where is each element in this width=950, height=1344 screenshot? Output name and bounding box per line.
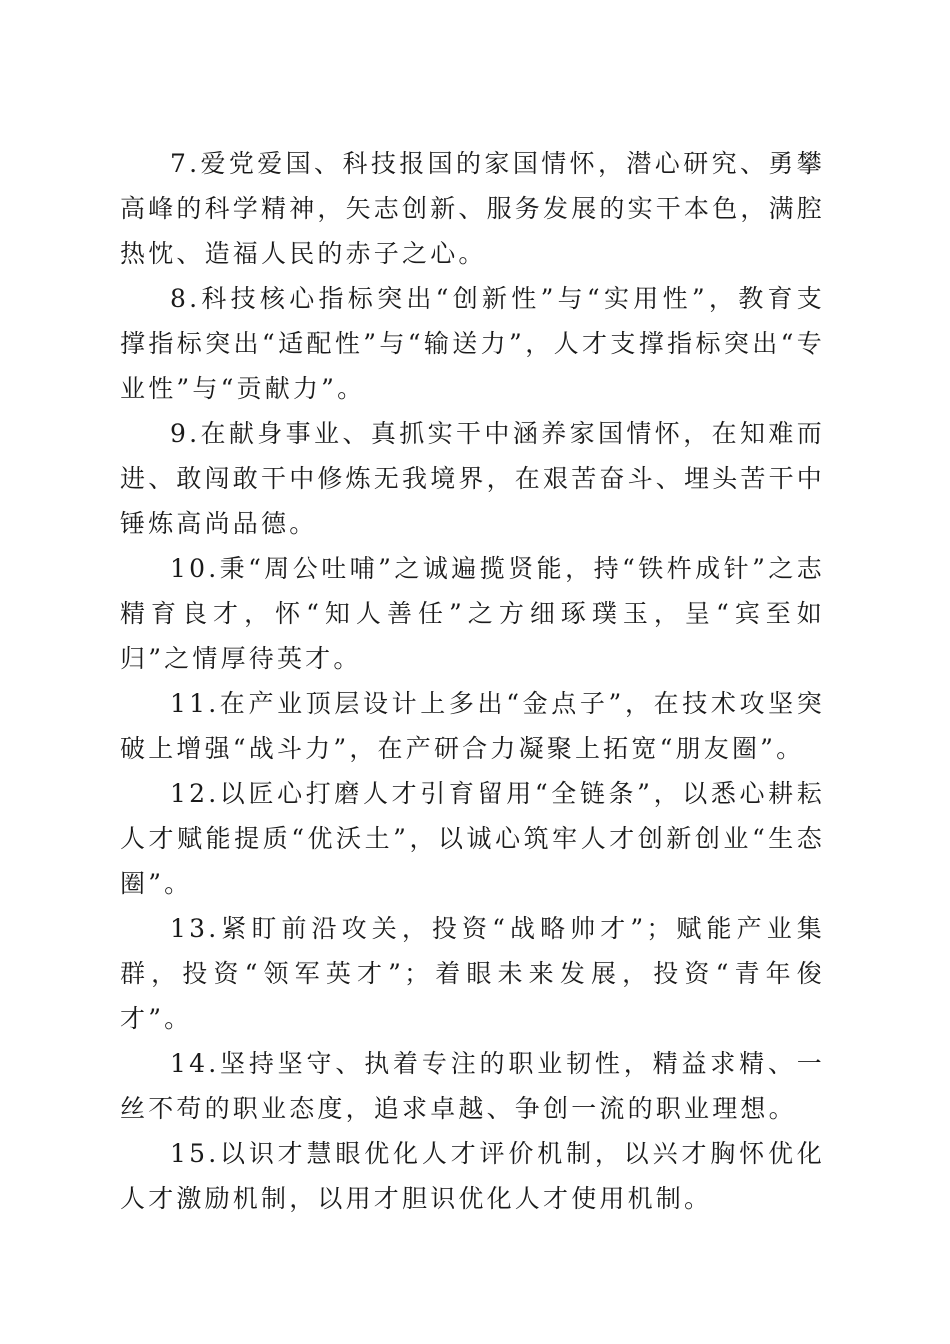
paragraph-14: 14.坚持坚守、执着专注的职业韧性，精益求精、一丝不苟的职业态度，追求卓越、争创一流的职业理想。 [120, 1049, 825, 1123]
paragraph-12: 12.以匠心打磨人才引育留用“全链条”，以悉心耕耘人才赋能提质“优沃土”，以诚心筑牢人才创新创业“生态圈”。 [120, 779, 825, 898]
paragraph-10: 10.秉“周公吐哺”之诚遍揽贤能，持“铁杵成针”之志精育良才，怀“知人善任”之方细琢璞玉，呈“宾至如归”之情厚待英才。 [120, 554, 825, 673]
paragraph-15: 15.以识才慧眼优化人才评价机制，以兴才胸怀优化人才激励机制，以用才胆识优化人才使用机制。 [120, 1139, 825, 1213]
paragraph-7: 7.爱党爱国、科技报国的家国情怀，潜心研究、勇攀高峰的科学精神，矢志创新、服务发展的实干本色，满腔热忱、造福人民的赤子之心。 [120, 149, 826, 268]
paragraph-8: 8.科技核心指标突出“创新性”与“实用性”，教育支撑指标突出“适配性”与“输送力”，人才支撑指标突出“专业性”与“贡献力”。 [120, 284, 825, 403]
paragraph-9: 9.在献身事业、真抓实干中涵养家国情怀，在知难而进、敢闯敢干中修炼无我境界，在艰苦奋斗、埋头苦干中锤炼高尚品德。 [120, 419, 826, 538]
document-body [120, 141, 825, 1221]
paragraph-11: 11.在产业顶层设计上多出“金点子”，在技术攻坚突破上增强“战斗力”，在产研合力凝聚上拓宽“朋友圈”。 [120, 689, 825, 763]
paragraph-13: 13.紧盯前沿攻关，投资“战略帅才”；赋能产业集群，投资“领军英才”；着眼未来发展，投资“青年俊才”。 [120, 914, 825, 1033]
